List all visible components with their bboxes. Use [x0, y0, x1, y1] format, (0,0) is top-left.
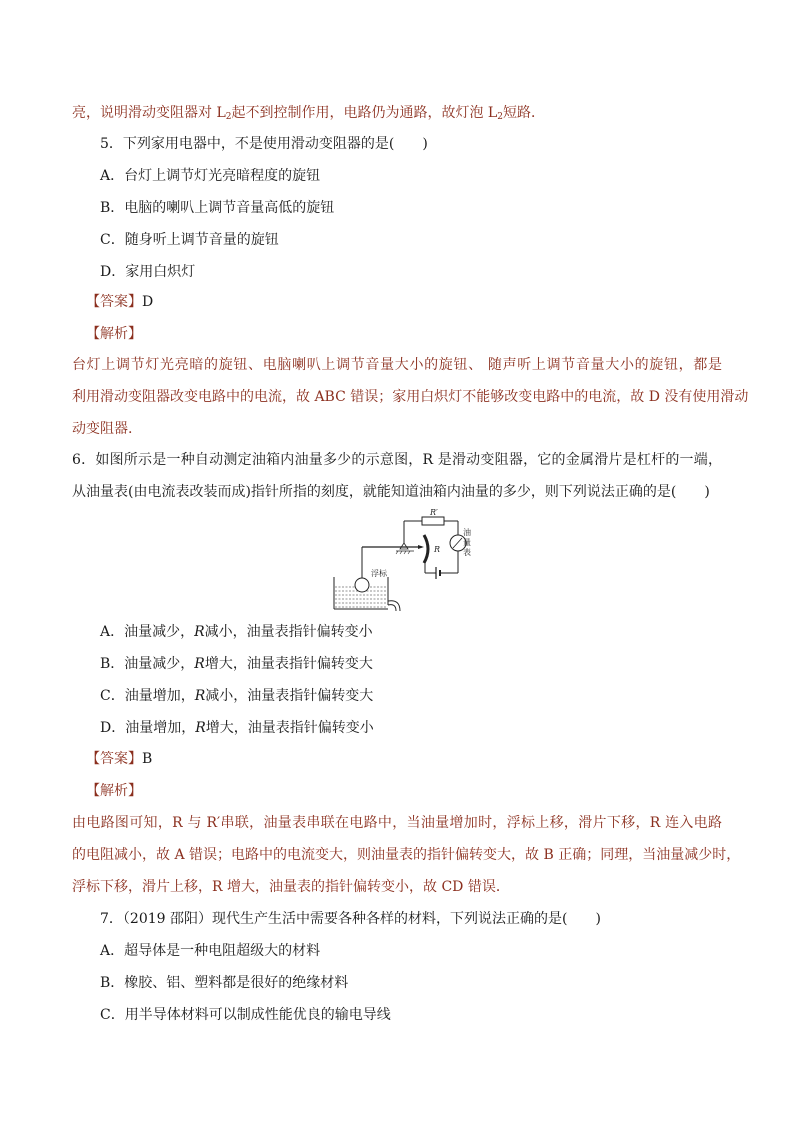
- q6-option-a-pre: A．油量减少，: [100, 624, 195, 640]
- q5-option-a: A．台灯上调节灯光亮暗程度的旋钮: [100, 168, 321, 184]
- meter-label: 油量表: [463, 528, 471, 557]
- q6-answer-label: 【答案】: [86, 751, 142, 767]
- q6-stem-line-2: 从油量表(由电流表改装而成)指针所指的刻度，就能知道油箱内油量的多少，则下列说法正确的是( ): [72, 484, 710, 500]
- q5-stem: 5．下列家用电器中，不是使用滑动变阻器的是( ): [100, 136, 428, 152]
- q6-option-c-var: R: [194, 688, 206, 704]
- q7-option-c: C．用半导体材料可以制成性能优良的输电导线: [100, 1007, 391, 1023]
- q6-stem-line-1: 6．如图所示是一种自动测定油箱内油量多少的示意图，R 是滑动变阻器，它的金属滑片是杠杆的一端，: [72, 452, 722, 468]
- q5-option-b: B．电脑的喇叭上调节音量高低的旋钮: [100, 200, 335, 216]
- q6-option-d: [100, 718, 374, 738]
- q6-answer: [86, 749, 152, 769]
- resistor-r-prime: [422, 517, 444, 525]
- q5-analysis-line-3: 动变阻器.: [72, 421, 133, 437]
- oil-gauge-circuit-diagram: [330, 505, 470, 617]
- q4-tail-sub-1: 2: [225, 112, 232, 122]
- q6-answer-value: B: [142, 751, 153, 767]
- q7-option-b: B．橡胶、铝、塑料都是很好的绝缘材料: [100, 975, 349, 991]
- outlet-pipe: [388, 605, 396, 611]
- q6-option-c-post: 减小，油量表指针偏转变大: [205, 688, 374, 704]
- q6-option-b-post: 增大，油量表指针偏转变大: [204, 656, 373, 672]
- float-ball: [355, 578, 369, 592]
- q4-tail-sub-2: 2: [497, 112, 503, 122]
- q6-option-a-var: R: [194, 624, 205, 640]
- q6-option-d-pre: D．油量增加，: [100, 720, 196, 736]
- q6-analysis-line-2: 的电阻减小，故 A 错误；电路中的电流变大，则油量表的指针偏转变大，故 B 正确；同理，当油量减少时，: [72, 847, 741, 863]
- q6-option-b: [100, 654, 373, 674]
- q6-option-b-pre: B．油量减少，: [100, 656, 195, 672]
- q4-tail-text-2: 起不到控制作用，电路仍为通路，故灯泡 L: [231, 105, 498, 121]
- q6-option-a-post: 减小，油量表指针偏转变小: [204, 624, 373, 640]
- q5-option-c: C．随身听上调节音量的旋钮: [100, 232, 279, 248]
- q6-analysis-label: 【解析】: [86, 783, 142, 799]
- rheostat-r: [424, 535, 428, 563]
- q5-analysis-label: 【解析】: [86, 326, 142, 342]
- q6-option-a: [100, 622, 373, 642]
- q6-analysis-line-1: 由电路图可知，R 与 R′串联，油量表串联在电路中，当油量增加时，浮标上移，滑片下移，R 连入电路: [72, 815, 722, 831]
- float-label: 浮标: [371, 569, 387, 578]
- q7-option-a: A．超导体是一种电阻超级大的材料: [100, 943, 321, 959]
- r-label: R: [434, 545, 441, 554]
- q5-answer-value: D: [142, 294, 154, 310]
- q7-stem: 7．（2019 邵阳）现代生产生活中需要各种各样的材料，下列说法正确的是( ): [100, 911, 601, 927]
- q4-analysis-tail: [72, 103, 545, 127]
- slider-arrow: [418, 545, 424, 549]
- q4-tail-text-1: 亮，说明滑动变阻器对 L: [72, 105, 226, 121]
- q5-option-d: D．家用白炽灯: [100, 264, 196, 280]
- q5-analysis-line-2: 利用滑动变阻器改变电路中的电流，故 ABC 错误；家用白炽灯不能够改变电路中的电流，故 D 没有使用滑动: [72, 389, 749, 405]
- q5-analysis-line-1: 台灯上调节灯光亮暗的旋钮、电脑喇叭上调节音量大小的旋钮、 随声听上调节音量大小的旋钮，都是: [72, 357, 722, 373]
- q6-analysis-line-3: 浮标下移，滑片上移，R 增大，油量表的指针偏转变小，故 CD 错误．: [72, 879, 510, 895]
- r-prime-label: R′: [430, 508, 438, 517]
- q5-answer: [86, 292, 153, 312]
- q6-option-d-post: 增大，油量表指针偏转变小: [205, 720, 374, 736]
- pivot-support: [400, 543, 408, 549]
- q6-option-b-var: R: [194, 656, 205, 672]
- q6-option-c-pre: C．油量增加，: [100, 688, 195, 704]
- q5-answer-label: 【答案】: [86, 294, 142, 310]
- q6-option-d-var: R: [195, 720, 206, 736]
- q6-option-c: [100, 686, 373, 706]
- q4-tail-text-3: 短路．: [502, 105, 545, 121]
